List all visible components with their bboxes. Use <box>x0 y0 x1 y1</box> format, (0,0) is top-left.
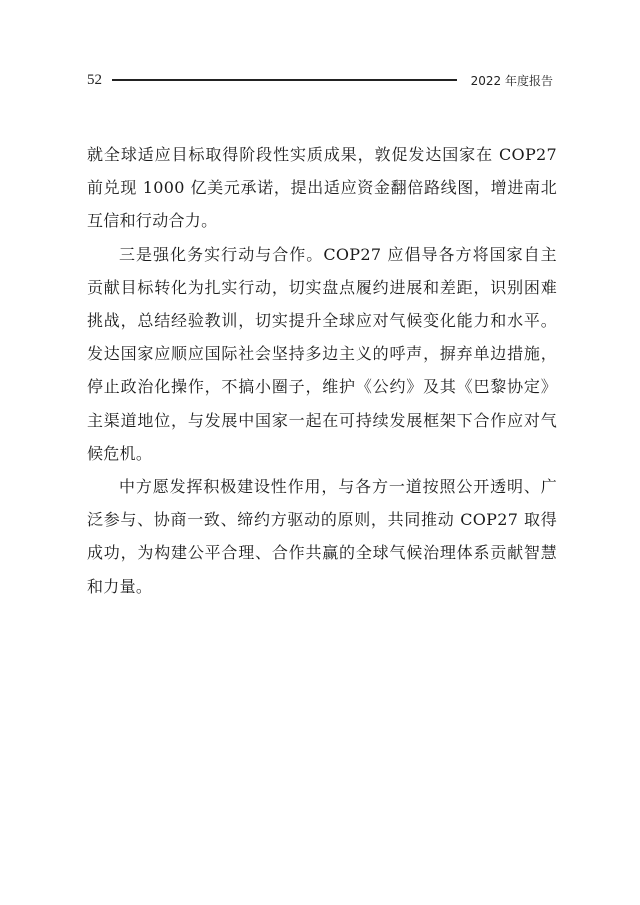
paragraph-china-role: 中方愿发挥积极建设性作用，与各方一道按照公开透明、广泛参与、协商一致、缔约方驱动的原则，共同推动 COP27 取得成功，为构建公平合理、合作共赢的全球气候治理体系贡献智慧和力量。 <box>87 477 557 596</box>
page-header <box>87 68 553 92</box>
header-rule <box>112 79 457 81</box>
page-number: 52 <box>87 71 102 88</box>
paragraph-action-cooperation: 三是强化务实行动与合作。COP27 应倡导各方将国家自主贡献目标转化为扎实行动，切实盘点履约进展和差距，识别困难挑战，总结经验教训，切实提升全球应对气候变化能力和水平。发达国家应顺应国际社会坚持多边主义的呼声，摒弃单边措施，停止政治化操作，不搞小圈子，维护《公约》及其《巴黎协定》主渠道地位，与发展中国家一起在可持续发展框架下合作应对气候危机。 <box>87 244 557 463</box>
body-text <box>87 138 557 603</box>
report-title: 2022 年度报告 <box>470 73 553 88</box>
paragraph-continuation: 就全球适应目标取得阶段性实质成果，敦促发达国家在 COP27 前兑现 1000 亿美元承诺，提出适应资金翻倍路线图，增进南北互信和行动合力。 <box>87 145 557 231</box>
